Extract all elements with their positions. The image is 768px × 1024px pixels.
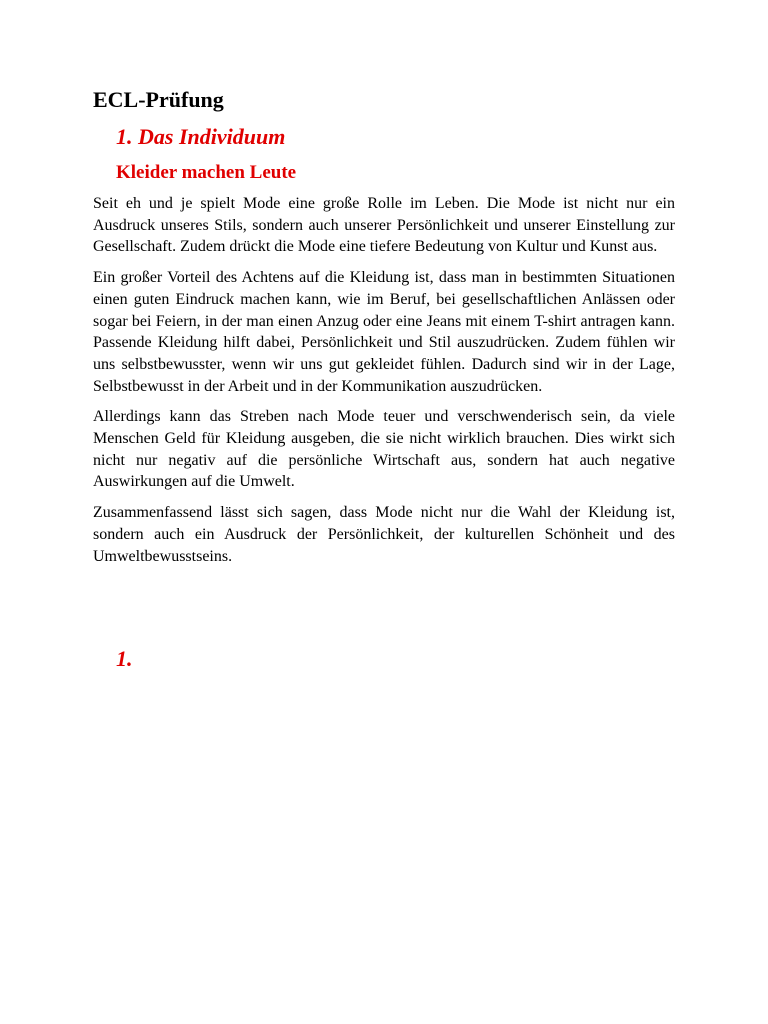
next-section-number: 1. (116, 646, 133, 671)
sub-heading: Kleider machen Leute (116, 162, 297, 183)
paragraph-2: Ein großer Vorteil des Achtens auf die Kleidung ist, dass man in bestimmten Situationen einen guten Eindruck machen kann, wie im Beruf, bei gesellschaftlichen Anlässen oder sogar bei Feiern, in der man einen Anzug oder eine Jeans mit einem T-shirt antragen kann. Passende Kleidung hilft dabei, Persönlichkeit und Stil auszudrücken. Zudem fühlen wir uns selbstbewusster, wenn wir uns gut gekleidet fühlen. Dadurch sind wir in der Lage, Selbstbewusst in der Arbeit und in der Kommunikation auszudrücken. (93, 269, 675, 395)
section-heading: 1. Das Individuum (116, 124, 286, 149)
paragraph-4: Zusammenfassend lässt sich sagen, dass Mode nicht nur die Wahl der Kleidung ist, sondern auch ein Ausdruck der Persönlichkeit, der kulturellen Schönheit und des Umweltbewusstseins. (93, 504, 675, 565)
paragraph-3: Allerdings kann das Streben nach Mode teuer und verschwenderisch sein, da viele Menschen Geld für Kleidung ausgeben, die sie nicht wirklich brauchen. Dies wirkt sich nicht nur negativ auf die persönliche Wirtschaft aus, sondern hat auch negative Auswirkungen auf die Umwelt. (93, 408, 675, 491)
document-title: ECL-Prüfung (93, 87, 224, 112)
paragraph-1: Seit eh und je spielt Mode eine große Rolle im Leben. Die Mode ist nicht nur ein Ausdruck unseres Stils, sondern auch unserer Persönlichkeit und unserer Einstellung zur Gesellschaft. Zudem drückt die Mode eine tiefere Bedeutung von Kultur und Kunst aus. (93, 195, 675, 256)
body-text (93, 193, 675, 576)
